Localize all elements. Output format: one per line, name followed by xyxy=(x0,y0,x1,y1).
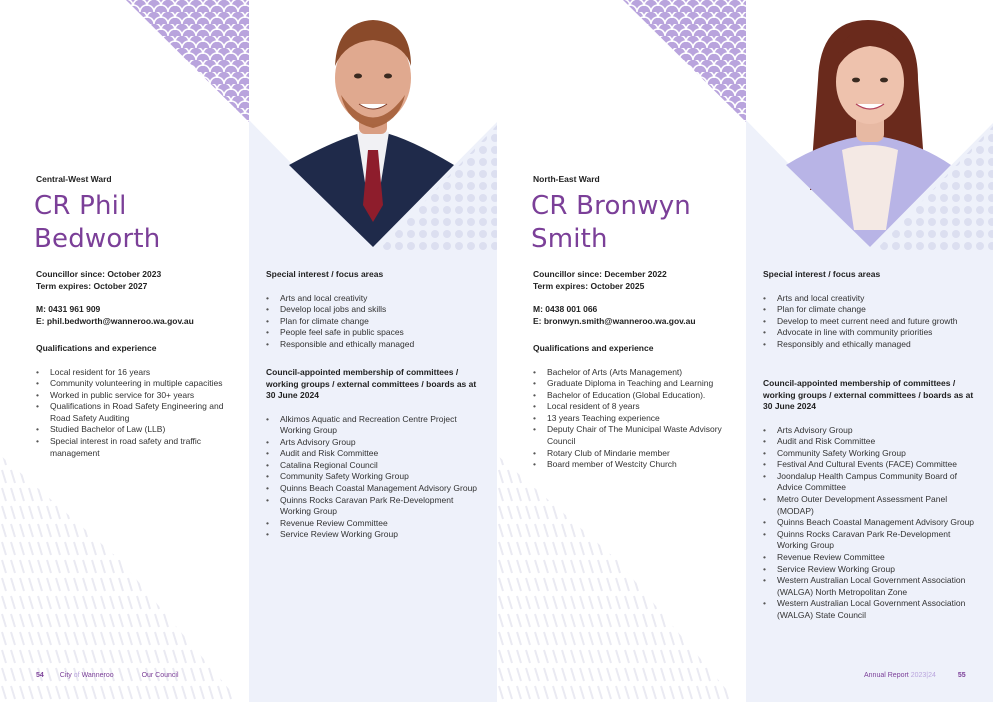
list-item: • Develop local jobs and skills xyxy=(266,304,481,316)
profile-column-right xyxy=(497,0,746,702)
list-item: • Board member of Westcity Church xyxy=(533,459,733,471)
ward-label: Central-West Ward xyxy=(36,174,112,184)
list-item: • Responsibly and ethically managed xyxy=(763,339,978,351)
details-column-left xyxy=(249,0,497,702)
footer-left xyxy=(36,672,179,679)
councillor-since: Councillor since: October 2023 xyxy=(36,269,162,279)
list-item: • Responsible and ethically managed xyxy=(266,339,481,351)
term-expires: Term expires: October 2027 xyxy=(36,280,148,291)
wanneroo-word: Wanneroo xyxy=(81,672,114,679)
profile-column-left xyxy=(0,0,249,702)
page-number: 55 xyxy=(957,672,966,679)
list-item: • Deputy Chair of The Municipal Waste Advisory Council xyxy=(533,424,733,447)
interests-heading: Special interest / focus areas xyxy=(763,269,881,279)
name-line-2: Smith xyxy=(531,224,608,254)
memberships-section xyxy=(266,367,481,541)
list-item: • Quinns Rocks Caravan Park Re-Development Working Group xyxy=(266,495,481,518)
councillor-since: Councillor since: December 2022 xyxy=(533,269,667,279)
contact-info xyxy=(533,304,696,327)
list-item: • Arts Advisory Group xyxy=(266,437,481,449)
portrait-photo xyxy=(249,0,497,250)
details-column-right xyxy=(746,0,993,702)
qualifications-heading: Qualifications and experience xyxy=(533,343,654,353)
city-word: City xyxy=(59,672,72,679)
interests-list xyxy=(266,293,481,351)
term-info xyxy=(36,269,161,292)
list-item: • Studied Bachelor of Law (LLB) xyxy=(36,424,236,436)
list-item: • Worked in public service for 30+ years xyxy=(36,390,236,402)
memberships-list xyxy=(763,425,978,622)
list-item: • Revenue Review Committee xyxy=(266,518,481,530)
name-line-1: CR Phil xyxy=(34,191,127,221)
list-item: • Local resident of 8 years xyxy=(533,401,733,413)
list-item: • Audit and Risk Committee xyxy=(763,436,978,448)
report-year: 2023|24 xyxy=(910,672,936,679)
memberships-heading: Council-appointed membership of committees / working groups / external committees / boards as at 30 June 2024 xyxy=(266,367,477,400)
list-item: • Western Australian Local Government Association (WALGA) North Metropolitan Zone xyxy=(763,575,978,598)
page-number: 54 xyxy=(36,672,44,679)
qualifications-section xyxy=(36,343,236,459)
list-item: • Arts Advisory Group xyxy=(763,425,978,437)
interests-section xyxy=(266,269,481,350)
portrait-photo xyxy=(746,0,993,250)
list-item: • Service Review Working Group xyxy=(266,529,481,541)
list-item: • Advocate in line with community priorities xyxy=(763,327,978,339)
councillor-name xyxy=(531,190,691,256)
list-item: • Community Safety Working Group xyxy=(266,471,481,483)
list-item: • Graduate Diploma in Teaching and Learning xyxy=(533,378,733,390)
list-item: • Bachelor of Arts (Arts Management) xyxy=(533,367,733,379)
right-page xyxy=(497,0,993,702)
councillor-name xyxy=(34,190,160,256)
list-item: • Bachelor of Education (Global Education). xyxy=(533,390,733,402)
qualifications-heading: Qualifications and experience xyxy=(36,343,157,353)
qualifications-list xyxy=(36,367,236,460)
list-item: • Revenue Review Committee xyxy=(763,552,978,564)
list-item: • Joondalup Health Campus Community Board of Advice Committee xyxy=(763,471,978,494)
list-item: • Community Safety Working Group xyxy=(763,448,978,460)
list-item: • Rotary Club of Mindarie member xyxy=(533,448,733,460)
list-item: • Local resident for 16 years xyxy=(36,367,236,379)
list-item: • Arts and local creativity xyxy=(266,293,481,305)
list-item: • Festival And Cultural Events (FACE) Committee xyxy=(763,459,978,471)
list-item: • Qualifications in Road Safety Engineering and Road Safety Auditing xyxy=(36,401,236,424)
term-expires: Term expires: October 2025 xyxy=(533,280,645,291)
interests-heading: Special interest / focus areas xyxy=(266,269,384,279)
mobile-number: M: 0438 001 066 xyxy=(533,304,598,314)
list-item: • Quinns Beach Coastal Management Advisory Group xyxy=(763,517,978,529)
interests-section xyxy=(763,269,978,350)
list-item: • Catalina Regional Council xyxy=(266,460,481,472)
list-item: • Service Review Working Group xyxy=(763,564,978,576)
email-address[interactable]: E: bronwyn.smith@wanneroo.wa.gov.au xyxy=(533,315,696,326)
list-item: • Quinns Beach Coastal Management Advisory Group xyxy=(266,483,481,495)
list-item: • Quinns Rocks Caravan Park Re-Development Working Group xyxy=(763,529,978,552)
list-item: • Special interest in road safety and traffic management xyxy=(36,436,236,459)
list-item: • 13 years Teaching experience xyxy=(533,413,733,425)
section-name: Our Council xyxy=(141,672,179,679)
list-item: • Audit and Risk Committee xyxy=(266,448,481,460)
memberships-section xyxy=(763,378,978,622)
mobile-number: M: 0431 961 909 xyxy=(36,304,101,314)
list-item: • People feel safe in public spaces xyxy=(266,327,481,339)
list-item: • Community volunteering in multiple capacities xyxy=(36,378,236,390)
list-item: • Arts and local creativity xyxy=(763,293,978,305)
list-item: • Plan for climate change xyxy=(266,316,481,328)
term-info xyxy=(533,269,667,292)
name-line-2: Bedworth xyxy=(34,224,161,254)
memberships-heading: Council-appointed membership of committees / working groups / external committees / boards as at 30 June 2024 xyxy=(763,378,974,411)
report-name: Annual Report xyxy=(864,672,909,679)
qualifications-section xyxy=(533,343,733,471)
list-item: • Western Australian Local Government Association (WALGA) State Council xyxy=(763,598,978,621)
footer-right xyxy=(864,672,966,679)
interests-list xyxy=(763,293,978,351)
email-address[interactable]: E: phil.bedworth@wanneroo.wa.gov.au xyxy=(36,315,194,326)
name-line-1: CR Bronwyn xyxy=(531,191,691,221)
ward-label: North-East Ward xyxy=(533,174,600,184)
list-item: • Alkimos Aquatic and Recreation Centre Project Working Group xyxy=(266,414,481,437)
list-item: • Metro Outer Development Assessment Panel (MODAP) xyxy=(763,494,978,517)
list-item: • Plan for climate change xyxy=(763,304,978,316)
qualifications-list xyxy=(533,367,733,471)
of-word: of xyxy=(73,672,80,679)
city-logo-text xyxy=(60,672,116,679)
memberships-list xyxy=(266,414,481,542)
contact-info xyxy=(36,304,194,327)
list-item: • Develop to meet current need and future growth xyxy=(763,316,978,328)
